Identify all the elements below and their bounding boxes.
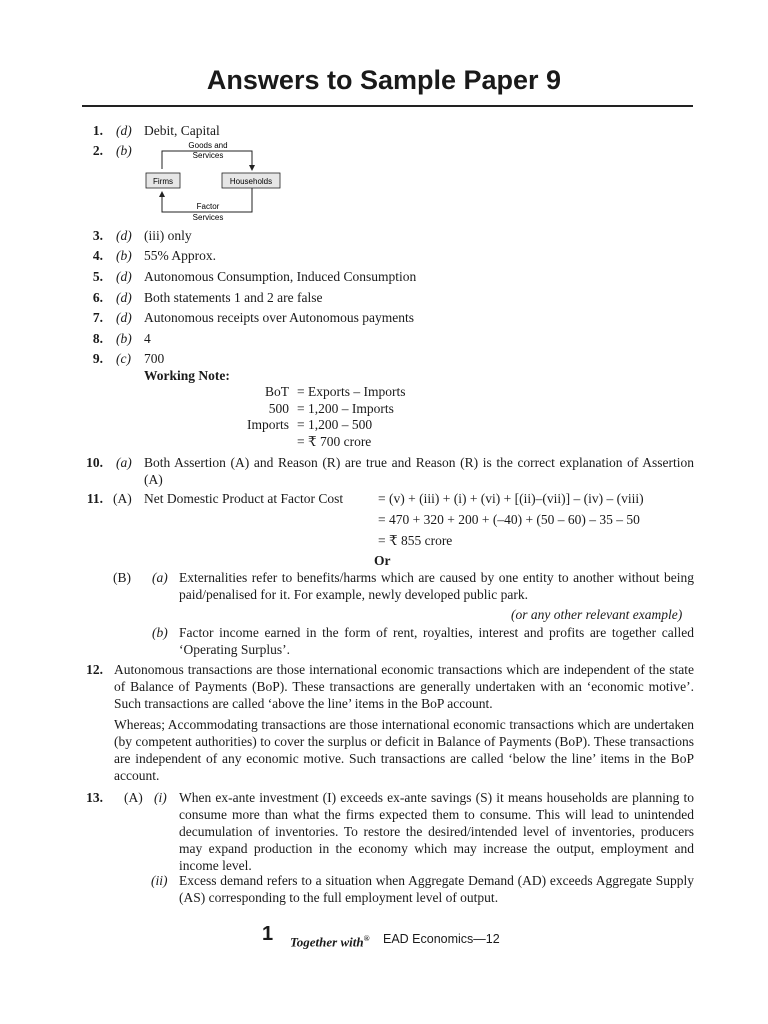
q13-part-a: (A)	[124, 790, 143, 805]
q12-number: 12.	[86, 662, 103, 677]
q6-answer: Both statements 1 and 2 are false	[144, 290, 323, 305]
q1-option: (d)	[116, 123, 132, 138]
q8-option: (b)	[116, 331, 132, 346]
page-title: Answers to Sample Paper 9	[206, 65, 562, 95]
title-rule	[82, 105, 693, 107]
q11-number: 11.	[86, 491, 103, 506]
q13-ii-option: (ii)	[151, 873, 168, 888]
q7-answer: Autonomous receipts over Autonomous payments	[144, 310, 414, 325]
q13-i-option: (i)	[154, 790, 167, 805]
q11-b-a-text: Externalities refer to benefits/harms which are caused by one entity to another without being paid/penalised for it. For example, newly developed public park.	[179, 570, 694, 602]
diagram-bottom-label-1: Factor	[196, 202, 220, 211]
q9-number: 9.	[92, 351, 103, 366]
q9-eq-lhs-3: Imports	[247, 417, 289, 432]
q11-b-a-note: (or any other relevant example)	[511, 607, 683, 622]
q9-option: (c)	[116, 351, 131, 366]
q13-i-text: When ex-ante investment (I) exceeds ex-ante savings (S) it means households are planning to consume more than what the firms expected them to consume. This will lead to unintended decumulation of inventories. To restore the desired/intended level of inventories, producers may expand production in the economy which may increase the output, employment and income level.	[179, 790, 694, 873]
q10-option: (a)	[116, 455, 132, 470]
q11-or: Or	[374, 553, 391, 568]
q13-ii-text: Excess demand refers to a situation when Aggregate Demand (AD) exceeds Aggregate Supply (AS) corresponding to the full employment level of output.	[179, 873, 694, 905]
q4-number: 4.	[92, 248, 103, 263]
q10-answer: Both Assertion (A) and Reason (R) are true and Reason (R) is the correct explanation of Assertion (A)	[144, 455, 694, 487]
footer-page-number: 1	[262, 923, 274, 945]
q11-part-b: (B)	[113, 570, 131, 585]
q13-number: 13.	[86, 790, 103, 805]
q5-option: (d)	[116, 269, 132, 284]
q11-b-b-text: Factor income earned in the form of rent, royalties, interest and profits are together called ‘Operating Surplus’.	[179, 625, 694, 657]
q9-working-note: Working Note:	[144, 368, 230, 383]
q3-answer: (iii) only	[144, 228, 192, 243]
footer-registered-mark: ®	[363, 934, 370, 943]
q10-number: 10.	[86, 455, 103, 470]
q9-eq-lhs-2: 500	[268, 401, 289, 416]
q1-answer: Debit, Capital	[144, 123, 220, 138]
q9-eq-rhs-3: = 1,200 – 500	[297, 417, 373, 432]
firms-label: Firms	[153, 177, 173, 186]
diagram-bottom-label-2: Services	[192, 213, 224, 222]
q11-rhs-3: = ₹ 855 crore	[378, 533, 453, 548]
q9-eq-lhs-1: BoT	[264, 384, 289, 399]
q3-option: (d)	[116, 228, 132, 243]
q2-option: (b)	[116, 143, 132, 158]
q7-number: 7.	[92, 310, 103, 325]
footer-brand-text: Together with	[290, 934, 364, 950]
q9-eq-rhs-4: = ₹ 700 crore	[297, 434, 372, 449]
q7-option: (d)	[116, 310, 132, 325]
q11-part-a: (A)	[113, 491, 132, 506]
circular-flow-diagram	[140, 138, 290, 224]
q12-para-1: Autonomous transactions are those international economic transactions which are independent of the state of Balance of Payments (BoP). These transactions are generally undertaken with an ‘economic motive’. Such transactions are called ‘above the line’ items in the BoP account.	[114, 662, 694, 711]
q11-b-a-option: (a)	[152, 570, 168, 585]
q4-option: (b)	[116, 248, 132, 263]
q12-para-2: Whereas; Accommodating transactions are those international economic transactions which are undertaken (by competent authorities) to cover the surplus or deficit in Balance of Payments (BoP). These transactions are independent of any economic motive. Such transactions are called ‘below the line’ items in the BoP account.	[114, 717, 694, 783]
q8-answer: 4	[144, 331, 151, 346]
households-label: Households	[229, 177, 273, 186]
q11-b-b-option: (b)	[152, 625, 168, 640]
q9-eq-rhs-1: = Exports – Imports	[297, 384, 406, 399]
q11-lhs: Net Domestic Product at Factor Cost	[144, 491, 344, 506]
q5-number: 5.	[92, 269, 103, 284]
q6-option: (d)	[116, 290, 132, 305]
q11-rhs-2: = 470 + 320 + 200 + (–40) + (50 – 60) – 35 – 50	[378, 512, 640, 527]
q11-rhs-1: = (v) + (iii) + (i) + (vi) + [(ii)–(vii)] – (iv) – (viii)	[378, 491, 644, 506]
q4-answer: 55% Approx.	[144, 248, 216, 263]
diagram-top-label-2: Services	[192, 151, 224, 160]
footer-brand	[290, 930, 370, 950]
q5-answer: Autonomous Consumption, Induced Consumption	[144, 269, 417, 284]
q2-number: 2.	[92, 143, 103, 158]
q8-number: 8.	[92, 331, 103, 346]
q9-eq-rhs-2: = 1,200 – Imports	[297, 401, 394, 416]
q6-number: 6.	[92, 290, 103, 305]
footer-book-title: EAD Economics—12	[383, 932, 500, 946]
q3-number: 3.	[92, 228, 103, 243]
q9-answer: 700	[144, 351, 165, 366]
diagram-top-label-1: Goods and	[188, 141, 228, 150]
q1-number: 1.	[92, 123, 103, 138]
